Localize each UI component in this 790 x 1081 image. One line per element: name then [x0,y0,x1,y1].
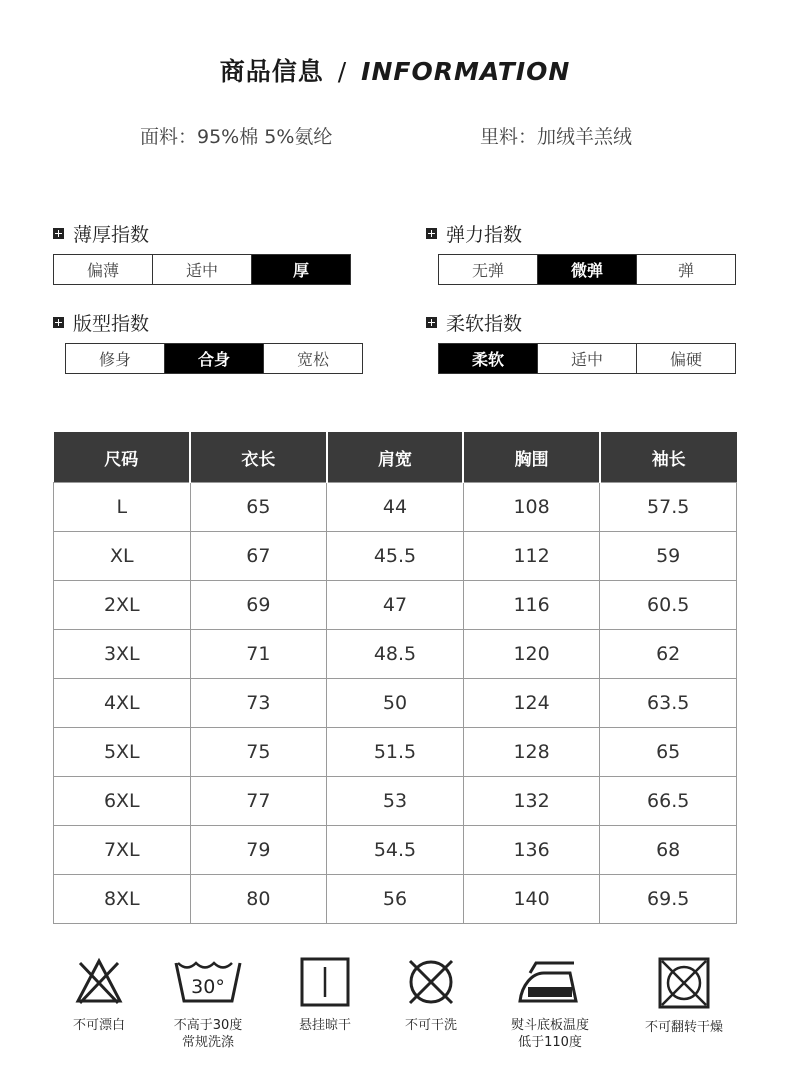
table-cell: 56 [327,875,464,924]
table-cell: 60.5 [600,581,737,630]
table-cell: 108 [463,483,600,532]
care-item-no-tumble-dry [624,955,744,1036]
index-option: 合身 [164,344,263,373]
table-row [54,728,737,777]
care-label: 不可干洗 [404,1018,457,1033]
table-row [54,630,737,679]
table-cell: 116 [463,581,600,630]
table-cell: 71 [190,630,327,679]
header-shoulder: 肩宽 [327,432,464,483]
table-cell: 112 [463,532,600,581]
table-cell: 68 [600,826,737,875]
table-cell: 77 [190,777,327,826]
index-softness [426,310,726,374]
index-option: 适中 [537,344,636,373]
table-cell: 44 [327,483,464,532]
wash-temp: 30° [191,976,225,998]
table-row [54,875,737,924]
index-option: 修身 [98,350,131,369]
header-chest: 胸围 [463,432,600,483]
table-cell: 63.5 [600,679,737,728]
fabric-outer: 面料：95%棉 5%氨纶 [140,126,333,148]
table-cell: 136 [463,826,600,875]
header-size: 尺码 [54,432,191,483]
care-item-iron-110 [490,955,610,1051]
care-label: 熨斗底板温度 低于110度 [510,1018,589,1050]
table-cell: 8XL [54,875,191,924]
title-separator: / [337,57,348,86]
table-cell: 50 [327,679,464,728]
index-title: 弹力指数 [446,223,523,246]
care-label: 不高于30度 常规洗涤 [173,1018,243,1050]
index-option: 厚 [251,255,350,284]
table-cell: 124 [463,679,600,728]
table-cell: 59 [600,532,737,581]
table-cell: 67 [190,532,327,581]
plus-box-icon [53,228,64,239]
table-cell: 6XL [54,777,191,826]
care-item-no-bleach [39,955,159,1034]
index-option: 适中 [152,255,251,284]
index-scale [65,343,363,374]
index-title: 薄厚指数 [73,223,150,246]
index-fit [53,310,353,374]
care-item-no-dry-clean [371,955,491,1034]
care-label: 不可翻转干燥 [644,1020,723,1035]
index-option: 柔软 [439,344,537,373]
table-cell: 65 [190,483,327,532]
size-table [53,432,737,924]
table-row [54,483,737,532]
hang-dry-icon [298,955,352,1009]
table-cell: 5XL [54,728,191,777]
table-cell: 7XL [54,826,191,875]
iron-110-icon [514,955,586,1009]
no-tumble-dry-icon [656,955,712,1011]
care-label: 不可漂白 [72,1018,125,1033]
table-cell: 47 [327,581,464,630]
table-cell: 4XL [54,679,191,728]
header-length: 衣长 [190,432,327,483]
table-cell: 80 [190,875,327,924]
care-label: 悬挂晾干 [298,1018,351,1033]
table-row [54,532,737,581]
table-cell: 2XL [54,581,191,630]
plus-box-icon [426,228,437,239]
no-bleach-icon [72,955,126,1009]
index-option: 偏硬 [636,344,735,373]
table-cell: 120 [463,630,600,679]
table-cell: 75 [190,728,327,777]
table-cell: 128 [463,728,600,777]
header-sleeve: 袖长 [600,432,737,483]
table-row [54,777,737,826]
table-cell: 79 [190,826,327,875]
wash-30-icon [172,955,244,1009]
index-option: 偏薄 [86,261,119,280]
table-cell: XL [54,532,191,581]
table-cell: 53 [327,777,464,826]
index-title: 版型指数 [73,312,150,335]
index-option: 弹 [636,255,735,284]
table-cell: 65 [600,728,737,777]
table-cell: 57.5 [600,483,737,532]
index-elasticity [426,221,726,285]
table-cell: 62 [600,630,737,679]
table-cell: 132 [463,777,600,826]
table-cell: 54.5 [327,826,464,875]
index-title: 柔软指数 [446,312,523,335]
table-cell: 69 [190,581,327,630]
index-scale [438,254,736,285]
index-scale [53,254,351,285]
index-scale [438,343,736,374]
table-row [54,581,737,630]
size-table-body [54,483,737,924]
table-header-row [54,432,737,483]
fabric-lining: 里料：加绒羊羔绒 [480,126,633,148]
table-cell: 73 [190,679,327,728]
table-row [54,826,737,875]
title-cn: 商品信息 [219,57,324,86]
title-en: INFORMATION [361,57,571,86]
table-cell: 51.5 [327,728,464,777]
index-thickness [53,221,353,285]
index-option: 宽松 [263,344,362,373]
plus-box-icon [426,317,437,328]
table-cell: 140 [463,875,600,924]
care-item-hang-dry [265,955,385,1034]
table-cell: 45.5 [327,532,464,581]
table-cell: 69.5 [600,875,737,924]
page-title [0,52,790,88]
no-dry-clean-icon [404,955,458,1009]
plus-box-icon [53,317,64,328]
table-row [54,679,737,728]
table-cell: 3XL [54,630,191,679]
index-option: 无弹 [471,261,504,280]
table-cell: 66.5 [600,777,737,826]
table-cell: L [54,483,191,532]
table-cell: 48.5 [327,630,464,679]
index-option: 微弹 [537,255,636,284]
care-item-wash-30 [148,955,268,1051]
